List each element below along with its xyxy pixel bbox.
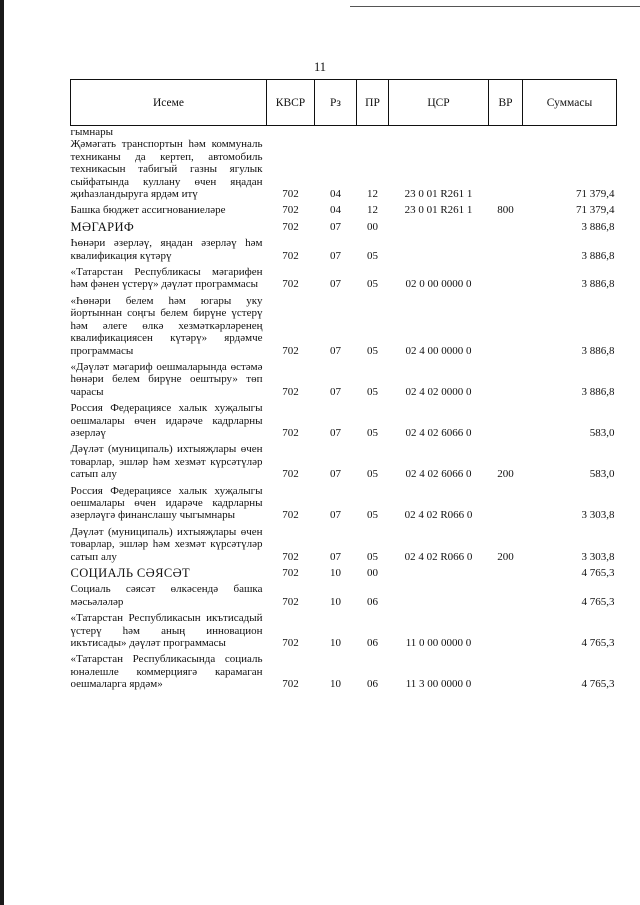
- cell-rz: 07: [330, 278, 341, 291]
- cell-sum: 4 765,3: [581, 595, 615, 608]
- cell-name: МӘГАРИФ: [70, 219, 135, 234]
- cell-csr: [389, 221, 489, 233]
- cell-vr: 800: [497, 204, 514, 217]
- cell-kvsr: 702: [282, 204, 299, 217]
- cell-vr: [489, 485, 523, 522]
- cell-sum: 4 765,3: [581, 637, 615, 650]
- cell-vr: [489, 653, 523, 690]
- cell-kvsr: 702: [282, 220, 299, 233]
- cell-pr: 05: [367, 468, 378, 481]
- table-row: [71, 612, 617, 649]
- cell-name: Җәмәгать транспортын һәм коммуналь техниканы да кертеп, автомобиль техникасын табигый газны ягулык сыйфатында куллану өчен яңадан җиһазландыруга ярдәм итү: [70, 138, 263, 201]
- cell-pr: 05: [367, 278, 378, 291]
- cell-vr: [489, 295, 523, 357]
- cell-csr: [389, 583, 489, 608]
- cell-rz: 10: [330, 637, 341, 650]
- cell-sum: 3 886,8: [581, 220, 615, 233]
- cell-csr: 23 0 01 R261 1: [404, 188, 473, 201]
- cell-csr: 02 4 02 0000 0: [405, 385, 472, 398]
- table-row: [71, 138, 617, 200]
- cell-csr: 02 4 02 R066 0: [404, 550, 473, 563]
- table-body: [71, 126, 617, 691]
- cell-rz: 07: [330, 468, 341, 481]
- cell-pr: 06: [367, 595, 378, 608]
- cell-kvsr: 702: [282, 595, 299, 608]
- cell-name: «Татарстан Республикасында социаль юнәлешле коммерциягә карамаган оешмаларга ярдәм»: [70, 653, 263, 691]
- cell-csr: 02 4 02 6066 0: [405, 426, 472, 439]
- table-row: [71, 526, 617, 563]
- cell-kvsr: 702: [282, 188, 299, 201]
- cell-rz: 07: [330, 426, 341, 439]
- cell-name: «Татарстан Республикасы мәгарифен һәм фәнен үстерү» дәүләт программасы: [70, 266, 263, 291]
- cell-kvsr: 702: [282, 567, 299, 579]
- table-header-row: [71, 80, 617, 126]
- cell-name: Россия Федерациясе халык хуҗалыгы оешмалары өчен идарәче кадрларны әзерләү: [70, 402, 263, 439]
- cell-sum: 3 303,8: [581, 550, 615, 563]
- cell-pr: 05: [367, 426, 378, 439]
- cell-name: Башка бюджет ассигнованиеләре: [70, 204, 226, 217]
- col-header-rz: Рз: [315, 80, 357, 126]
- cell-rz: 10: [330, 567, 341, 579]
- table-row: [71, 653, 617, 690]
- cell-vr: 200: [497, 468, 514, 481]
- cell-rz: 10: [330, 595, 341, 608]
- cell-name: Россия Федерациясе халык хуҗалыгы оешмалары өчен идарәче кадрларны әзерләүгә финанслашу чыгымнары: [70, 484, 263, 522]
- cell-name: Дәүләт (муниципаль) ихтыяҗлары өчен товарлар, эшләр һәм хезмәт күрсәтүләр сатып алу: [70, 443, 263, 481]
- cell-sum: [523, 126, 617, 139]
- table-row: [71, 266, 617, 291]
- cell-vr: [489, 361, 523, 398]
- cell-vr: [489, 237, 523, 262]
- cell-sum: 71 379,4: [576, 188, 615, 201]
- col-header-csr: ЦСР: [389, 80, 489, 126]
- cell-vr: [489, 583, 523, 608]
- cell-kvsr: 702: [282, 637, 299, 650]
- col-header-sum: Суммасы: [523, 80, 617, 126]
- cell-vr: [489, 567, 523, 579]
- cell-sum: 583,0: [589, 468, 615, 481]
- table-row: [71, 485, 617, 522]
- table-row: [71, 221, 617, 233]
- table-row: [71, 126, 617, 139]
- cell-pr: 00: [367, 567, 378, 579]
- cell-vr: [489, 402, 523, 439]
- cell-sum: 3 886,8: [581, 344, 615, 357]
- cell-kvsr: 702: [282, 509, 299, 522]
- cell-pr: 12: [367, 188, 378, 201]
- cell-kvsr: 702: [282, 344, 299, 357]
- cell-sum: 4 765,3: [581, 567, 615, 579]
- cell-rz: [315, 126, 357, 139]
- page-number: 11: [313, 60, 327, 74]
- table-row: [71, 443, 617, 480]
- col-header-name: Исеме: [71, 80, 267, 126]
- cell-csr: [389, 567, 489, 579]
- cell-kvsr: 702: [282, 385, 299, 398]
- cell-rz: 07: [330, 509, 341, 522]
- cell-rz: 07: [330, 249, 341, 262]
- table-row: [71, 237, 617, 262]
- cell-name: «Һөнәри белем һәм югары уку йортыннан соңгы белем бирүне үстерү һәм әлеге өлкә хезмәткәрләренең квалификациясен күтәрү» ярдәмче программасы: [70, 294, 263, 357]
- cell-rz: 04: [330, 204, 341, 217]
- cell-vr: [489, 138, 523, 200]
- cell-vr: [489, 266, 523, 291]
- cell-csr: 11 3 00 0000 0: [405, 678, 472, 691]
- cell-sum: 3 886,8: [581, 385, 615, 398]
- cell-kvsr: 702: [282, 249, 299, 262]
- cell-pr: 05: [367, 249, 378, 262]
- cell-vr: [489, 126, 523, 139]
- cell-pr: 12: [367, 204, 378, 217]
- col-header-vr: ВР: [489, 80, 523, 126]
- cell-kvsr: 702: [282, 468, 299, 481]
- col-header-pr: ПР: [357, 80, 389, 126]
- table-row: [71, 295, 617, 357]
- cell-csr: 02 4 02 6066 0: [405, 468, 472, 481]
- cell-sum: 71 379,4: [576, 204, 615, 217]
- cell-sum: 4 765,3: [581, 678, 615, 691]
- cell-kvsr: 702: [282, 278, 299, 291]
- cell-sum: 3 303,8: [581, 509, 615, 522]
- cell-sum: 3 886,8: [581, 278, 615, 291]
- cell-rz: 10: [330, 678, 341, 691]
- cell-csr: [389, 126, 489, 139]
- cell-kvsr: 702: [282, 678, 299, 691]
- table-row: [71, 204, 617, 216]
- cell-name: Социаль сәясәт өлкәсендә башка мәсьәләләр: [70, 583, 263, 608]
- scan-edge-left: [0, 0, 4, 905]
- table-row: [71, 402, 617, 439]
- cell-kvsr: 702: [282, 550, 299, 563]
- cell-name: гымнары: [70, 126, 114, 138]
- cell-pr: 05: [367, 385, 378, 398]
- scan-line-top: [350, 6, 640, 7]
- cell-rz: 07: [330, 220, 341, 233]
- cell-rz: 07: [330, 385, 341, 398]
- cell-csr: 02 4 02 R066 0: [404, 509, 473, 522]
- cell-kvsr: 702: [282, 426, 299, 439]
- cell-rz: 07: [330, 344, 341, 357]
- col-header-kvsr: КВСР: [267, 80, 315, 126]
- cell-kvsr: [267, 126, 315, 139]
- cell-pr: 05: [367, 509, 378, 522]
- table-row: [71, 567, 617, 579]
- cell-pr: 06: [367, 637, 378, 650]
- cell-pr: 05: [367, 550, 378, 563]
- cell-csr: 23 0 01 R261 1: [404, 204, 473, 217]
- cell-vr: [489, 221, 523, 233]
- cell-csr: 11 0 00 0000 0: [405, 637, 472, 650]
- table-row: [71, 361, 617, 398]
- cell-pr: 00: [367, 220, 378, 233]
- cell-pr: 05: [367, 344, 378, 357]
- cell-pr: [357, 126, 389, 139]
- cell-name: «Дәүләт мәгариф оешмаларында өстәмә һөнәри белем бирүне оештыру» төп чарасы: [70, 360, 263, 398]
- cell-rz: 04: [330, 188, 341, 201]
- budget-table: [70, 79, 617, 691]
- cell-vr: [489, 612, 523, 649]
- cell-pr: 06: [367, 678, 378, 691]
- cell-sum: 3 886,8: [581, 249, 615, 262]
- cell-vr: 200: [497, 550, 514, 563]
- cell-rz: 07: [330, 550, 341, 563]
- cell-name: Һөнәри әзерләү, яңадан әзерләү һәм квалификация күтәрү: [70, 237, 263, 262]
- cell-name: «Татарстан Республикасын икътисадый үстерү һәм аның инновацион икътисады» дәүләт программасы: [70, 612, 263, 650]
- table-row: [71, 583, 617, 608]
- cell-name: Дәүләт (муниципаль) ихтыяҗлары өчен товарлар, эшләр һәм хезмәт күрсәтүләр сатып алу: [70, 525, 263, 563]
- cell-sum: 583,0: [589, 426, 615, 439]
- cell-csr: [389, 237, 489, 262]
- cell-name: СОЦИАЛЬ СӘЯСӘТ: [70, 566, 191, 580]
- cell-csr: 02 0 00 0000 0: [405, 278, 472, 291]
- cell-csr: 02 4 00 0000 0: [405, 344, 472, 357]
